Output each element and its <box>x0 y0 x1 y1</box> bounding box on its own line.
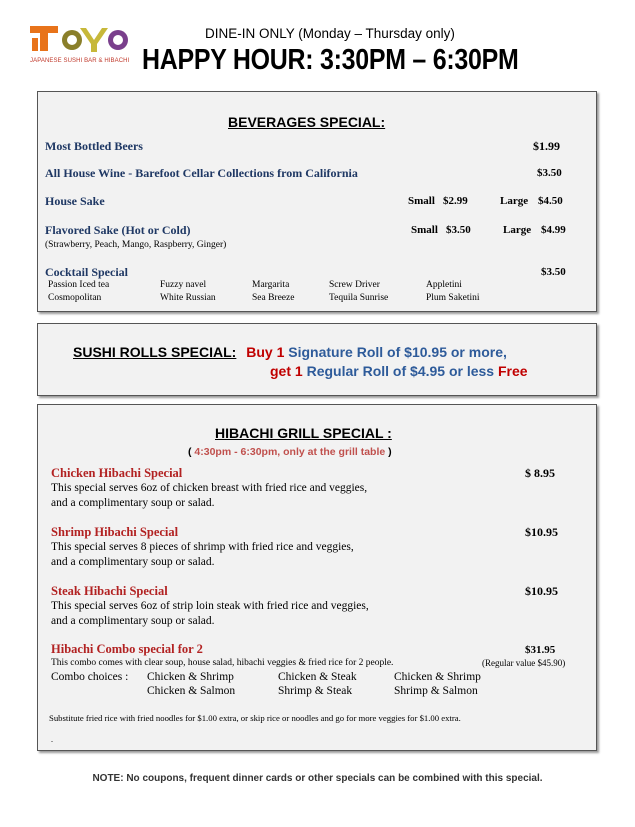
combo-desc: This combo comes with clear soup, house salad, hibachi veggies & fried rice for 2 people. <box>51 658 394 668</box>
cocktail-item: White Russian <box>160 293 216 303</box>
cocktail-item: Sea Breeze <box>252 293 295 303</box>
combo-choice: Chicken & Steak <box>278 671 357 683</box>
flavored-small-label: Small <box>411 224 438 236</box>
cocktail-price: $3.50 <box>541 266 566 278</box>
sake-large-price: $4.50 <box>538 195 563 207</box>
flavored-large-price: $4.99 <box>541 224 566 236</box>
sake-small-price: $2.99 <box>443 195 468 207</box>
sake-small-label: Small <box>408 195 435 207</box>
hibachi-item-desc: and a complimentary soup or salad. <box>51 497 215 509</box>
beverages-section <box>37 91 597 312</box>
hibachi-subtitle-close: ) <box>385 446 392 458</box>
cocktail-label: Cocktail Special <box>45 265 128 279</box>
trailing-dot: . <box>51 735 53 744</box>
beers-label: Most Bottled Beers <box>45 139 143 153</box>
hibachi-item-desc: This special serves 6oz of strip loin steak with fried rice and veggies, <box>51 600 369 612</box>
sushi-title: SUSHI ROLLS SPECIAL: <box>73 344 237 360</box>
combo-choices-label: Combo choices : <box>51 671 129 683</box>
hibachi-item-price: $10.95 <box>525 584 558 598</box>
logo-tagline: JAPANESE SUSHI BAR & HIBACHI <box>30 58 130 64</box>
sushi-section <box>37 323 597 396</box>
cocktail-item: Plum Saketini <box>426 293 480 303</box>
hibachi-item-name: Steak Hibachi Special <box>51 584 168 598</box>
cocktail-item: Fuzzy navel <box>160 280 207 290</box>
sake-label: House Sake <box>45 194 105 208</box>
cocktail-item: Screw Driver <box>329 280 380 290</box>
beers-price: $1.99 <box>533 139 560 153</box>
cocktail-item: Tequila Sunrise <box>329 293 389 303</box>
combo-price: $31.95 <box>525 644 556 656</box>
hibachi-subtitle-time: 4:30pm - 6:30pm <box>194 446 278 458</box>
combo-choice: Shrimp & Salmon <box>394 685 478 697</box>
hibachi-item-price: $ 8.95 <box>525 466 555 480</box>
flavored-small-price: $3.50 <box>446 224 471 236</box>
sushi-regular: Regular Roll of $4.95 or less <box>306 363 495 379</box>
cocktail-item: Margarita <box>252 280 290 290</box>
dine-in-notice: DINE-IN ONLY (Monday – Thursday only) <box>205 26 455 41</box>
sushi-signature: Signature Roll of $10.95 or more, <box>288 344 507 360</box>
flavored-sake-flavors: (Strawberry, Peach, Mango, Raspberry, Ginger) <box>45 240 227 250</box>
cocktail-item: Passion Iced tea <box>48 280 110 290</box>
hibachi-item-name: Chicken Hibachi Special <box>51 466 183 480</box>
hibachi-subtitle-rest: , only at the grill table <box>277 446 386 458</box>
hibachi-subtitle-open: ( <box>188 446 195 458</box>
hibachi-item-desc: and a complimentary soup or salad. <box>51 615 215 627</box>
hibachi-item-desc: This special serves 8 pieces of shrimp with fried rice and veggies, <box>51 541 354 553</box>
combo-choice: Shrimp & Steak <box>278 685 353 697</box>
hibachi-section <box>37 404 597 751</box>
hibachi-item-price: $10.95 <box>525 525 558 539</box>
toyo-logo-icon <box>30 24 130 54</box>
beverages-title: BEVERAGES SPECIAL: <box>228 114 386 130</box>
wine-label: All House Wine - Barefoot Cellar Collections from California <box>45 166 358 180</box>
combo-name: Hibachi Combo special for 2 <box>51 642 203 656</box>
happy-hour-title: HAPPY HOUR: 3:30PM – 6:30PM <box>142 44 519 76</box>
cocktail-item: Cosmopolitan <box>48 293 102 303</box>
sushi-line-1 <box>73 344 507 360</box>
flavored-large-label: Large <box>503 224 532 236</box>
combo-choice: Chicken & Shrimp <box>394 671 481 683</box>
footer-note: NOTE: No coupons, frequent dinner cards or other specials can be combined with this special. <box>92 773 543 784</box>
flavored-sake-label: Flavored Sake (Hot or Cold) <box>45 223 191 237</box>
hibachi-item-desc: This special serves 6oz of chicken breast with fried rice and veggies, <box>51 482 368 494</box>
combo-choice: Chicken & Shrimp <box>147 671 234 683</box>
hibachi-item-desc: and a complimentary soup or salad. <box>51 556 215 568</box>
sushi-get: get 1 <box>270 363 303 379</box>
sushi-line-2 <box>270 363 528 379</box>
logo <box>30 24 130 74</box>
substitute-note: Substitute fried rice with fried noodles for $1.00 extra, or skip rice or noodles and go for more veggies for $1.00 extra. <box>49 713 461 723</box>
combo-choice: Chicken & Salmon <box>147 685 236 697</box>
wine-price: $3.50 <box>537 167 562 179</box>
hibachi-subtitle <box>188 446 392 458</box>
combo-regular-value: (Regular value $45.90) <box>482 658 566 668</box>
cocktail-item: Appletini <box>426 280 462 290</box>
sushi-free: Free <box>497 363 528 379</box>
sushi-buy: Buy 1 <box>246 344 285 360</box>
sake-large-label: Large <box>500 195 529 207</box>
hibachi-title: HIBACHI GRILL SPECIAL : <box>215 425 392 441</box>
hibachi-item-name: Shrimp Hibachi Special <box>51 525 179 539</box>
